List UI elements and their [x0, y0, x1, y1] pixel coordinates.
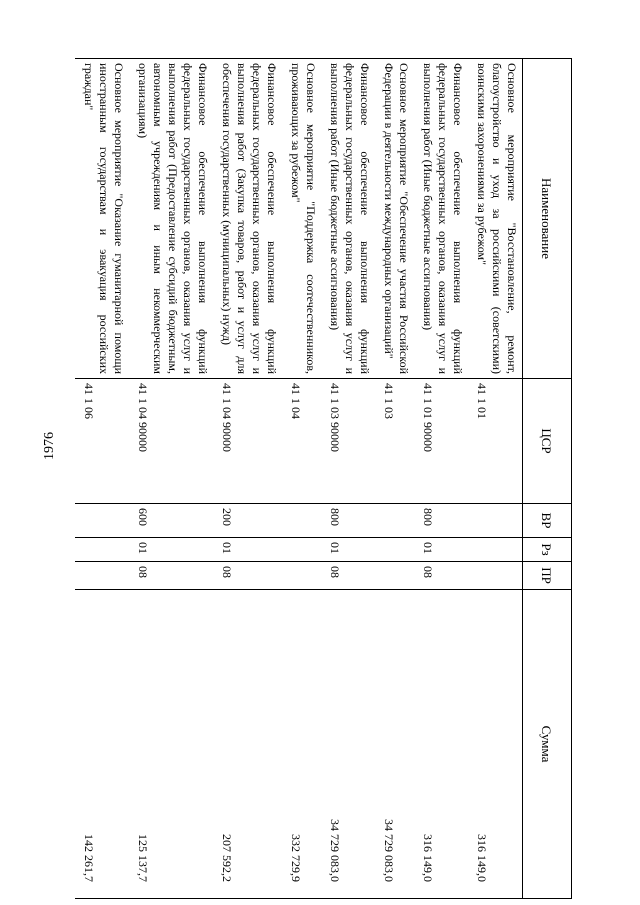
row-vr: 600 — [129, 504, 213, 538]
row-sum: 332 729,9 — [282, 590, 321, 899]
table-header-row — [523, 59, 572, 899]
rotated-page-content — [82, 58, 572, 898]
row-rz: 01 — [129, 538, 213, 562]
row-pr: 08 — [414, 562, 468, 590]
row-name: Финансовое обеспечение выполнения функций федеральных государственных органов, оказания услуг и выполнения работ (Иные бюджетные ассигнования) — [414, 59, 468, 379]
column-header-pr: ПР — [523, 562, 572, 590]
table-row — [414, 59, 468, 899]
table-row — [213, 59, 282, 899]
row-pr: 08 — [129, 562, 213, 590]
row-vr: 800 — [414, 504, 468, 538]
row-pr — [75, 562, 129, 590]
row-sum: 316 149,0 — [414, 590, 468, 899]
row-name: Финансовое обеспечение выполнения функций федеральных государственных органов, оказания услуг и выполнения работ (Закупка товаров, работ и услуг для обеспечения государственных (муниципальных) нужд) — [213, 59, 282, 379]
row-sum: 34 729 083,0 — [321, 590, 375, 899]
row-rz: 01 — [321, 538, 375, 562]
row-sum: 142 261,7 — [75, 590, 129, 899]
row-rz — [468, 538, 523, 562]
column-header-vr: ВР — [523, 504, 572, 538]
row-csr: 41 1 06 — [75, 379, 129, 504]
column-header-sum: Сумма — [523, 590, 572, 899]
column-header-rz: Рз — [523, 538, 572, 562]
column-header-name: Наименование — [523, 59, 572, 379]
row-csr: 41 1 01 — [468, 379, 523, 504]
row-name: Основное мероприятие "Поддержка соотечественников, проживающих за рубежом" — [282, 59, 321, 379]
table-row — [375, 59, 414, 899]
table-row — [129, 59, 213, 899]
row-vr — [375, 504, 414, 538]
table-row — [468, 59, 523, 899]
row-vr: 200 — [213, 504, 282, 538]
row-sum: 125 137,7 — [129, 590, 213, 899]
row-rz — [75, 538, 129, 562]
budget-table — [75, 58, 572, 899]
row-sum: 316 149,0 — [468, 590, 523, 899]
row-pr: 08 — [321, 562, 375, 590]
row-csr: 41 1 03 — [375, 379, 414, 504]
row-csr: 41 1 04 90000 — [213, 379, 282, 504]
row-sum: 34 729 083,0 — [375, 590, 414, 899]
table-row — [282, 59, 321, 899]
row-pr — [282, 562, 321, 590]
row-pr: 08 — [213, 562, 282, 590]
row-rz — [375, 538, 414, 562]
row-vr — [468, 504, 523, 538]
table-row — [321, 59, 375, 899]
page-number: 1976 — [42, 432, 57, 460]
row-rz — [282, 538, 321, 562]
row-sum: 207 592,2 — [213, 590, 282, 899]
row-name: Основное мероприятие "Обеспечение участия Российской Федерации в деятельности международных организаций" — [375, 59, 414, 379]
row-name: Основное мероприятие "Восстановление, ремонт, благоустройство и уход за российскими (советскими) воинскими захоронениями за рубежом" — [468, 59, 523, 379]
row-vr: 800 — [321, 504, 375, 538]
row-name: Основное мероприятие "Оказание гуманитарной помощи иностранным государствам и эвакуация российских граждан" — [75, 59, 129, 379]
row-name: Финансовое обеспечение выполнения функций федеральных государственных органов, оказания услуг и выполнения работ (Предоставление субсидий бюджетным, автономным учреждениям и иным некоммерческим организациям) — [129, 59, 213, 379]
column-header-csr: ЦСР — [523, 379, 572, 504]
row-pr — [468, 562, 523, 590]
table-row — [75, 59, 129, 899]
row-rz: 01 — [414, 538, 468, 562]
row-csr: 41 1 04 — [282, 379, 321, 504]
row-name: Финансовое обеспечение выполнения функций федеральных государственных органов, оказания услуг и выполнения работ (Иные бюджетные ассигнования) — [321, 59, 375, 379]
row-vr — [75, 504, 129, 538]
row-csr: 41 1 03 90000 — [321, 379, 375, 504]
row-csr: 41 1 01 90000 — [414, 379, 468, 504]
row-csr: 41 1 04 90000 — [129, 379, 213, 504]
row-vr — [282, 504, 321, 538]
row-pr — [375, 562, 414, 590]
row-rz: 01 — [213, 538, 282, 562]
